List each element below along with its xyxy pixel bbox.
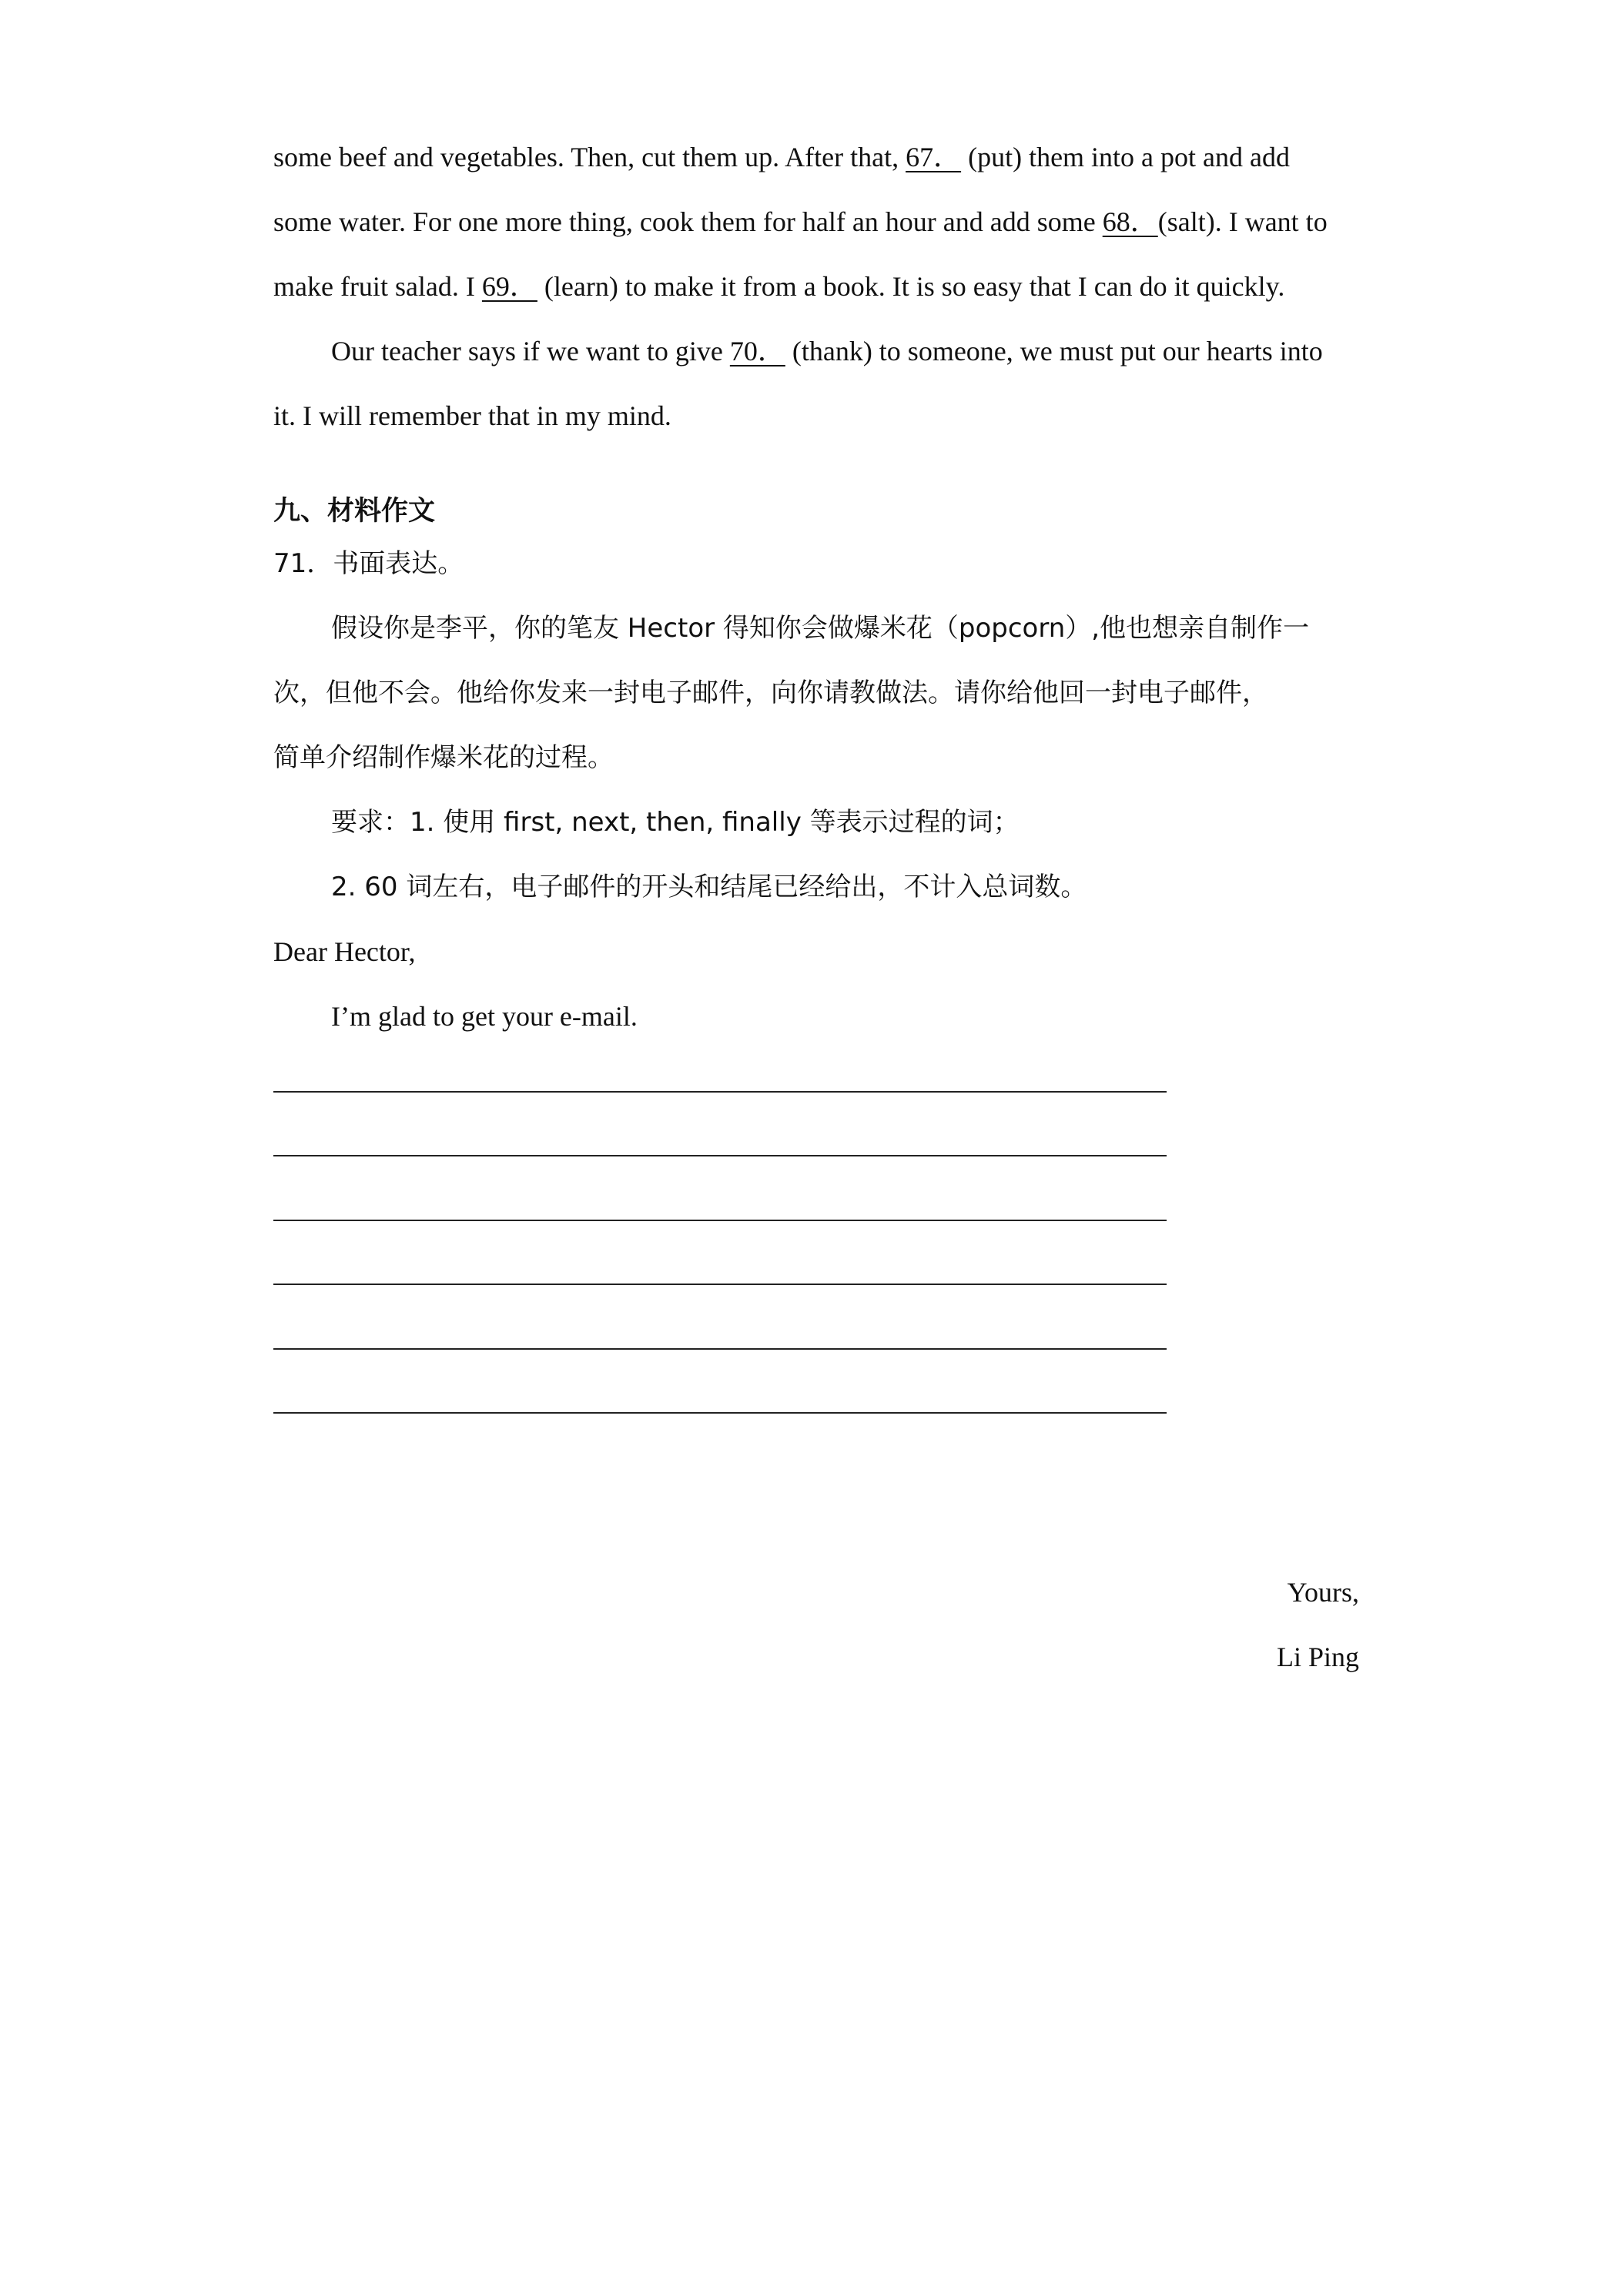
passage-line-3 [273,268,1284,305]
section-heading: 九、材料作文 [273,496,436,527]
prompt-line-1: 假设你是李平，你的笔友 Hector 得知你会做爆米花（popcorn）,他也想亲自制作一 [331,613,1310,644]
passage-text: (put) them into a pot and add [961,142,1290,172]
passage-line-5: it. I will remember that in my mind. [273,400,671,431]
passage-text: some beef and vegetables. Then, cut them up. After that, [273,142,906,172]
answer-blank-69[interactable]: 69． [481,271,537,302]
passage-text: make fruit salad. I [273,271,482,302]
letter-opening: I’m glad to get your e-mail. [331,1001,638,1032]
writing-line-5[interactable] [273,1348,1167,1350]
writing-line-2[interactable] [273,1155,1167,1156]
answer-blank-68[interactable]: 68． [1102,206,1158,237]
question-number: 71．书面表达。 [273,548,464,579]
passage-line-1 [273,139,1290,176]
requirement-1: 要求：1. 使用 first, next, then, finally 等表示过程的词； [331,807,1020,838]
letter-signature: Li Ping [1276,1642,1359,1672]
prompt-line-3: 简单介绍制作爆米花的过程。 [273,742,614,773]
writing-line-3[interactable] [273,1220,1167,1221]
passage-text: (learn) to make it from a book. It is so easy that I can do it quickly. [537,271,1285,302]
document-page [273,0,1359,2296]
writing-line-4[interactable] [273,1284,1167,1285]
passage-text: (salt). I want to [1157,206,1328,237]
writing-line-6[interactable] [273,1412,1167,1414]
passage-line-4 [331,333,1323,370]
passage-text: (thank) to someone, we must put our hearts into [785,336,1323,366]
passage-line-2 [273,203,1328,240]
answer-blank-67[interactable]: 67． [906,142,962,172]
letter-closing: Yours, [1287,1577,1359,1608]
prompt-line-2: 次，但他不会。他给你发来一封电子邮件，向你请教做法。请你给他回一封电子邮件， [273,678,1268,708]
answer-blank-70[interactable]: 70． [729,336,785,366]
letter-greeting: Dear Hector, [273,936,416,967]
passage-text: Our teacher says if we want to give [331,336,730,366]
writing-line-1[interactable] [273,1091,1167,1093]
passage-text: some water. For one more thing, cook them for half an hour and add some [273,206,1103,237]
requirement-2: 2. 60 词左右，电子邮件的开头和结尾已经给出，不计入总词数。 [331,872,1087,902]
